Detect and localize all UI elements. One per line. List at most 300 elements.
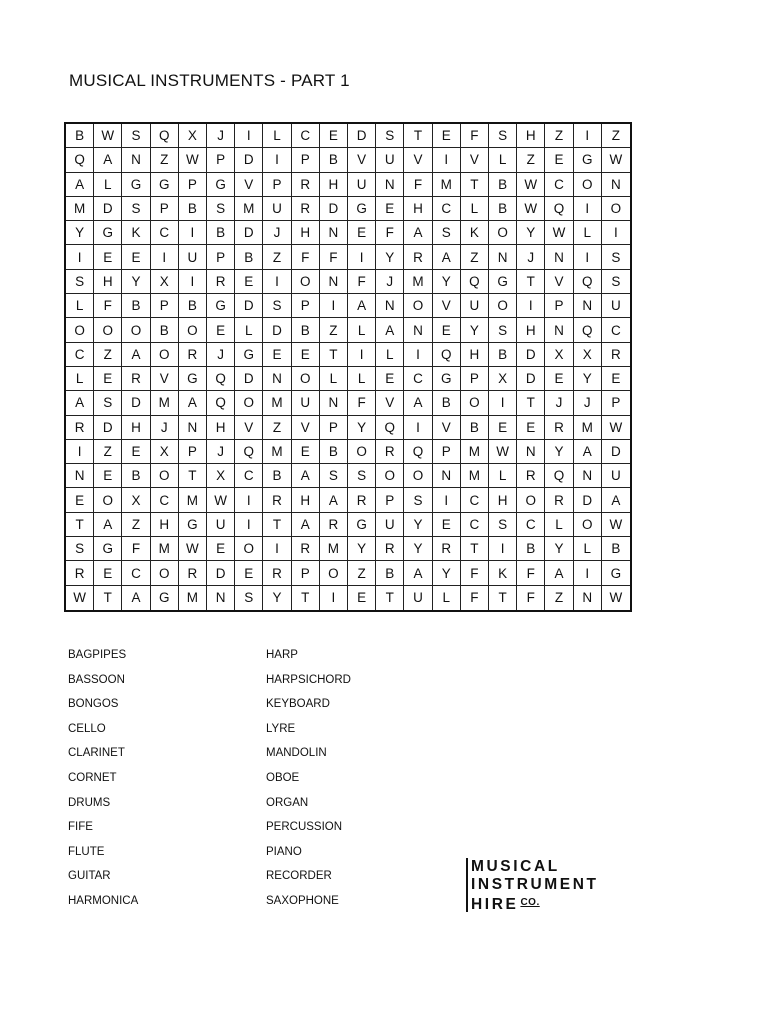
grid-cell: O <box>320 561 348 585</box>
grid-cell: G <box>348 197 376 221</box>
grid-cell: N <box>66 464 94 488</box>
grid-cell: I <box>235 124 263 148</box>
grid-cell: P <box>292 561 320 585</box>
grid-cell: T <box>263 513 291 537</box>
grid-cell: O <box>461 391 489 415</box>
grid-cell: V <box>292 416 320 440</box>
grid-cell: G <box>602 561 630 585</box>
grid-cell: H <box>292 488 320 512</box>
grid-cell: F <box>292 245 320 269</box>
grid-cell: L <box>489 148 517 172</box>
grid-cell: L <box>376 343 404 367</box>
grid-cell: M <box>66 197 94 221</box>
grid-cell: L <box>433 586 461 610</box>
grid-cell: B <box>320 440 348 464</box>
grid-cell: Q <box>574 270 602 294</box>
grid-cell: R <box>545 488 573 512</box>
grid-cell: H <box>320 173 348 197</box>
grid-cell: A <box>122 586 150 610</box>
grid-cell: E <box>545 148 573 172</box>
grid-cell: U <box>179 245 207 269</box>
grid-cell: C <box>517 513 545 537</box>
grid-cell: T <box>517 391 545 415</box>
grid-cell: X <box>151 440 179 464</box>
grid-cell: T <box>517 270 545 294</box>
grid-cell: E <box>94 367 122 391</box>
grid-cell: G <box>574 148 602 172</box>
grid-cell: C <box>433 197 461 221</box>
grid-cell: C <box>122 561 150 585</box>
grid-cell: A <box>404 391 432 415</box>
grid-cell: R <box>320 513 348 537</box>
grid-cell: T <box>179 464 207 488</box>
grid-cell: O <box>517 488 545 512</box>
grid-cell: G <box>151 173 179 197</box>
grid-cell: E <box>122 440 150 464</box>
grid-cell: N <box>433 464 461 488</box>
grid-cell: A <box>66 173 94 197</box>
grid-cell: R <box>263 561 291 585</box>
grid-cell: U <box>292 391 320 415</box>
grid-cell: R <box>602 343 630 367</box>
grid-cell: Y <box>404 513 432 537</box>
grid-cell: N <box>574 294 602 318</box>
grid-cell: S <box>489 318 517 342</box>
word-list-item: LYRE <box>266 722 296 735</box>
grid-cell: T <box>320 343 348 367</box>
grid-cell: L <box>545 513 573 537</box>
grid-cell: Q <box>66 148 94 172</box>
grid-cell: S <box>263 294 291 318</box>
grid-cell: Q <box>545 197 573 221</box>
grid-cell: A <box>320 488 348 512</box>
grid-cell: V <box>376 391 404 415</box>
grid-cell: Y <box>66 221 94 245</box>
grid-cell: S <box>122 124 150 148</box>
grid-cell: O <box>489 221 517 245</box>
grid-cell: I <box>235 488 263 512</box>
grid-cell: Y <box>545 440 573 464</box>
grid-cell: R <box>292 173 320 197</box>
grid-cell: E <box>207 318 235 342</box>
grid-cell: E <box>235 561 263 585</box>
grid-cell: U <box>207 513 235 537</box>
grid-cell: G <box>94 221 122 245</box>
word-list-column-1 <box>68 647 138 918</box>
grid-cell: I <box>433 488 461 512</box>
grid-cell: Q <box>235 440 263 464</box>
grid-cell: A <box>602 488 630 512</box>
grid-cell: H <box>517 124 545 148</box>
grid-cell: D <box>235 294 263 318</box>
grid-cell: O <box>94 488 122 512</box>
grid-cell: P <box>151 197 179 221</box>
grid-cell: P <box>433 440 461 464</box>
grid-cell: R <box>292 197 320 221</box>
grid-cell: O <box>122 318 150 342</box>
grid-cell: H <box>94 270 122 294</box>
word-list-item: CLARINET <box>68 747 125 760</box>
grid-cell: A <box>292 513 320 537</box>
grid-cell: I <box>263 537 291 561</box>
grid-cell: P <box>292 294 320 318</box>
grid-cell: E <box>263 343 291 367</box>
grid-cell: O <box>292 270 320 294</box>
grid-cell: E <box>545 367 573 391</box>
grid-cell: X <box>574 343 602 367</box>
grid-cell: J <box>376 270 404 294</box>
grid-cell: I <box>489 391 517 415</box>
grid-cell: O <box>66 318 94 342</box>
grid-cell: P <box>151 294 179 318</box>
grid-cell: L <box>94 173 122 197</box>
grid-cell: D <box>348 124 376 148</box>
grid-cell: A <box>404 221 432 245</box>
grid-cell: S <box>489 124 517 148</box>
grid-cell: E <box>376 197 404 221</box>
grid-cell: D <box>122 391 150 415</box>
grid-cell: U <box>461 294 489 318</box>
grid-cell: F <box>376 221 404 245</box>
grid-cell: P <box>376 488 404 512</box>
grid-cell: A <box>433 245 461 269</box>
grid-cell: K <box>461 221 489 245</box>
grid-cell: G <box>94 537 122 561</box>
grid-cell: O <box>574 513 602 537</box>
company-logo <box>466 858 599 912</box>
grid-cell: Z <box>263 416 291 440</box>
grid-cell: Y <box>404 537 432 561</box>
grid-cell: D <box>517 367 545 391</box>
word-list-item: BASSOON <box>68 673 125 686</box>
grid-cell: N <box>489 245 517 269</box>
grid-cell: Y <box>376 245 404 269</box>
grid-cell: M <box>574 416 602 440</box>
grid-cell: O <box>376 464 404 488</box>
grid-cell: S <box>235 586 263 610</box>
grid-cell: O <box>235 391 263 415</box>
grid-cell: B <box>179 197 207 221</box>
grid-cell: N <box>320 221 348 245</box>
grid-cell: C <box>151 488 179 512</box>
grid-cell: E <box>602 367 630 391</box>
grid-cell: A <box>292 464 320 488</box>
grid-cell: R <box>292 537 320 561</box>
grid-cell: I <box>66 245 94 269</box>
grid-cell: T <box>376 586 404 610</box>
grid-cell: B <box>602 537 630 561</box>
grid-cell: I <box>574 197 602 221</box>
grid-cell: W <box>517 197 545 221</box>
word-list-item: BAGPIPES <box>68 649 127 661</box>
logo-line-1: MUSICAL <box>471 858 560 875</box>
grid-cell: F <box>461 586 489 610</box>
grid-cell: O <box>574 173 602 197</box>
grid-cell: W <box>545 221 573 245</box>
grid-cell: B <box>489 197 517 221</box>
grid-cell: S <box>489 513 517 537</box>
grid-cell: Z <box>545 586 573 610</box>
grid-cell: D <box>263 318 291 342</box>
grid-cell: G <box>207 173 235 197</box>
grid-cell: C <box>292 124 320 148</box>
grid-cell: O <box>94 318 122 342</box>
grid-cell: I <box>348 343 376 367</box>
word-list-item: FIFE <box>68 821 93 834</box>
grid-cell: Y <box>122 270 150 294</box>
grid-cell: W <box>602 148 630 172</box>
grid-cell: J <box>207 124 235 148</box>
grid-cell: Q <box>207 391 235 415</box>
grid-cell: B <box>517 537 545 561</box>
word-list-item: PIANO <box>266 845 302 858</box>
grid-cell: Q <box>151 124 179 148</box>
grid-cell: W <box>602 513 630 537</box>
grid-cell: I <box>517 294 545 318</box>
grid-cell: I <box>179 221 207 245</box>
grid-cell: F <box>461 124 489 148</box>
grid-cell: V <box>235 173 263 197</box>
grid-cell: Z <box>545 124 573 148</box>
grid-cell: V <box>151 367 179 391</box>
grid-cell: Z <box>602 124 630 148</box>
grid-cell: Y <box>517 221 545 245</box>
grid-cell: L <box>320 367 348 391</box>
grid-cell: B <box>292 318 320 342</box>
grid-cell: N <box>376 294 404 318</box>
grid-cell: R <box>376 537 404 561</box>
grid-cell: N <box>517 440 545 464</box>
grid-cell: O <box>151 561 179 585</box>
grid-cell: B <box>207 221 235 245</box>
grid-cell: E <box>517 416 545 440</box>
grid-cell: W <box>609 590 623 606</box>
grid-cell: C <box>461 488 489 512</box>
grid-cell: T <box>94 586 122 610</box>
grid-cell: O <box>602 197 630 221</box>
grid-cell: G <box>179 367 207 391</box>
grid-cell: S <box>348 464 376 488</box>
grid-cell: N <box>320 270 348 294</box>
grid-cell: N <box>179 416 207 440</box>
grid-cell: Z <box>263 245 291 269</box>
grid-cell: Y <box>433 561 461 585</box>
grid-cell: U <box>263 197 291 221</box>
grid-cell: R <box>433 537 461 561</box>
grid-cell: O <box>404 294 432 318</box>
grid-cell: I <box>263 270 291 294</box>
grid-cell: Z <box>94 343 122 367</box>
grid-cell: N <box>574 464 602 488</box>
grid-cell: I <box>574 561 602 585</box>
word-list-item: DRUMS <box>68 796 111 809</box>
grid-cell: B <box>376 561 404 585</box>
grid-cell: V <box>433 416 461 440</box>
grid-cell: F <box>517 586 545 610</box>
grid-cell: F <box>94 294 122 318</box>
grid-cell: M <box>461 464 489 488</box>
grid-cell: D <box>574 488 602 512</box>
grid-cell: M <box>263 440 291 464</box>
grid-cell: X <box>179 124 207 148</box>
grid-cell: M <box>179 488 207 512</box>
grid-cell: W <box>517 173 545 197</box>
grid-cell: G <box>151 586 179 610</box>
grid-cell: A <box>66 391 94 415</box>
grid-cell: U <box>602 294 630 318</box>
grid-cell: I <box>404 343 432 367</box>
grid-cell: R <box>263 488 291 512</box>
grid-cell: Q <box>207 367 235 391</box>
word-list-item: SAXOPHONE <box>266 894 339 907</box>
grid-cell: D <box>235 367 263 391</box>
grid-cell: D <box>207 561 235 585</box>
grid-cell: E <box>292 343 320 367</box>
grid-cell: C <box>66 343 94 367</box>
grid-cell: I <box>66 440 94 464</box>
grid-cell: V <box>433 294 461 318</box>
word-list-item: KEYBOARD <box>266 698 330 711</box>
grid-cell: O <box>179 318 207 342</box>
grid-cell: N <box>404 318 432 342</box>
grid-cell: A <box>94 148 122 172</box>
grid-cell: J <box>207 343 235 367</box>
grid-cell: H <box>207 416 235 440</box>
grid-cell: A <box>545 561 573 585</box>
grid-cell: R <box>404 245 432 269</box>
grid-cell: P <box>263 173 291 197</box>
grid-cell: X <box>207 464 235 488</box>
grid-cell: H <box>489 488 517 512</box>
grid-cell: J <box>574 391 602 415</box>
grid-cell: S <box>207 197 235 221</box>
grid-cell: J <box>263 221 291 245</box>
grid-cell: P <box>602 391 630 415</box>
grid-cell: E <box>348 586 376 610</box>
grid-cell: S <box>66 537 94 561</box>
grid-cell: W <box>489 440 517 464</box>
grid-cell: R <box>348 488 376 512</box>
grid-cell: I <box>602 221 630 245</box>
grid-cell: C <box>404 367 432 391</box>
grid-cell: R <box>66 416 94 440</box>
grid-cell: N <box>574 586 602 610</box>
grid-cell: T <box>489 586 517 610</box>
grid-cell: Z <box>94 440 122 464</box>
grid-cell: Q <box>404 440 432 464</box>
grid-cell: K <box>122 221 150 245</box>
logo-line-3 <box>471 894 599 914</box>
grid-cell: W <box>66 586 94 610</box>
grid-cell: T <box>461 537 489 561</box>
grid-cell: N <box>320 391 348 415</box>
grid-cell: S <box>320 464 348 488</box>
page-title: MUSICAL INSTRUMENTS - PART 1 <box>69 71 350 90</box>
grid-cell: J <box>517 245 545 269</box>
grid-cell: I <box>320 586 348 610</box>
grid-cell: H <box>461 343 489 367</box>
grid-cell: C <box>151 221 179 245</box>
grid-cell: Z <box>517 148 545 172</box>
grid-cell: D <box>602 440 630 464</box>
grid-cell: F <box>517 561 545 585</box>
grid-cell: E <box>489 416 517 440</box>
grid-cell: H <box>517 318 545 342</box>
word-list-item: FLUTE <box>68 845 105 858</box>
grid-cell: X <box>489 367 517 391</box>
grid-cell: N <box>545 245 573 269</box>
grid-cell: B <box>461 416 489 440</box>
grid-cell: H <box>292 221 320 245</box>
grid-cell: I <box>263 148 291 172</box>
grid-cell: T <box>461 173 489 197</box>
grid-cell: L <box>66 294 94 318</box>
grid-cell: E <box>376 367 404 391</box>
grid-cell: C <box>235 464 263 488</box>
grid-cell: V <box>461 148 489 172</box>
word-list-item: GUITAR <box>68 870 111 883</box>
word-list-item: HARMONICA <box>68 894 139 907</box>
grid-cell: R <box>376 440 404 464</box>
grid-cell: V <box>545 270 573 294</box>
grid-cell: G <box>207 294 235 318</box>
grid-cell: E <box>235 270 263 294</box>
grid-cell: G <box>235 343 263 367</box>
grid-cell: G <box>433 367 461 391</box>
word-list-item: HARPSICHORD <box>266 673 351 686</box>
grid-cell: H <box>404 197 432 221</box>
word-list-item: HARP <box>266 649 298 661</box>
grid-cell: N <box>545 318 573 342</box>
grid-cell: S <box>94 391 122 415</box>
grid-cell: L <box>574 221 602 245</box>
grid-cell: P <box>179 440 207 464</box>
grid-cell: S <box>602 270 630 294</box>
word-list-item: ORGAN <box>266 796 309 809</box>
grid-cell: J <box>151 416 179 440</box>
word-list-item: RECORDER <box>266 870 332 883</box>
grid-cell: C <box>461 513 489 537</box>
grid-cell: U <box>348 173 376 197</box>
grid-cell: Q <box>574 318 602 342</box>
grid-cell: E <box>94 464 122 488</box>
grid-cell: W <box>179 148 207 172</box>
grid-cell: R <box>517 464 545 488</box>
word-list-item: CELLO <box>68 722 106 735</box>
grid-cell: D <box>517 343 545 367</box>
grid-cell: W <box>602 416 630 440</box>
grid-cell: M <box>320 537 348 561</box>
grid-cell: D <box>320 197 348 221</box>
grid-cell: E <box>292 440 320 464</box>
grid-cell: M <box>235 197 263 221</box>
grid-cell: F <box>348 270 376 294</box>
word-list-item: MANDOLIN <box>266 747 327 760</box>
grid-cell: H <box>122 416 150 440</box>
grid-cell: B <box>320 148 348 172</box>
grid-cell: I <box>433 148 461 172</box>
grid-cell: B <box>66 124 94 148</box>
grid-cell: E <box>122 245 150 269</box>
grid-cell: O <box>404 464 432 488</box>
grid-cell: M <box>179 586 207 610</box>
grid-cell: Z <box>320 318 348 342</box>
grid-cell: B <box>263 464 291 488</box>
grid-cell: T <box>292 586 320 610</box>
grid-cell: I <box>404 416 432 440</box>
grid-cell: O <box>235 537 263 561</box>
grid-cell: I <box>151 245 179 269</box>
